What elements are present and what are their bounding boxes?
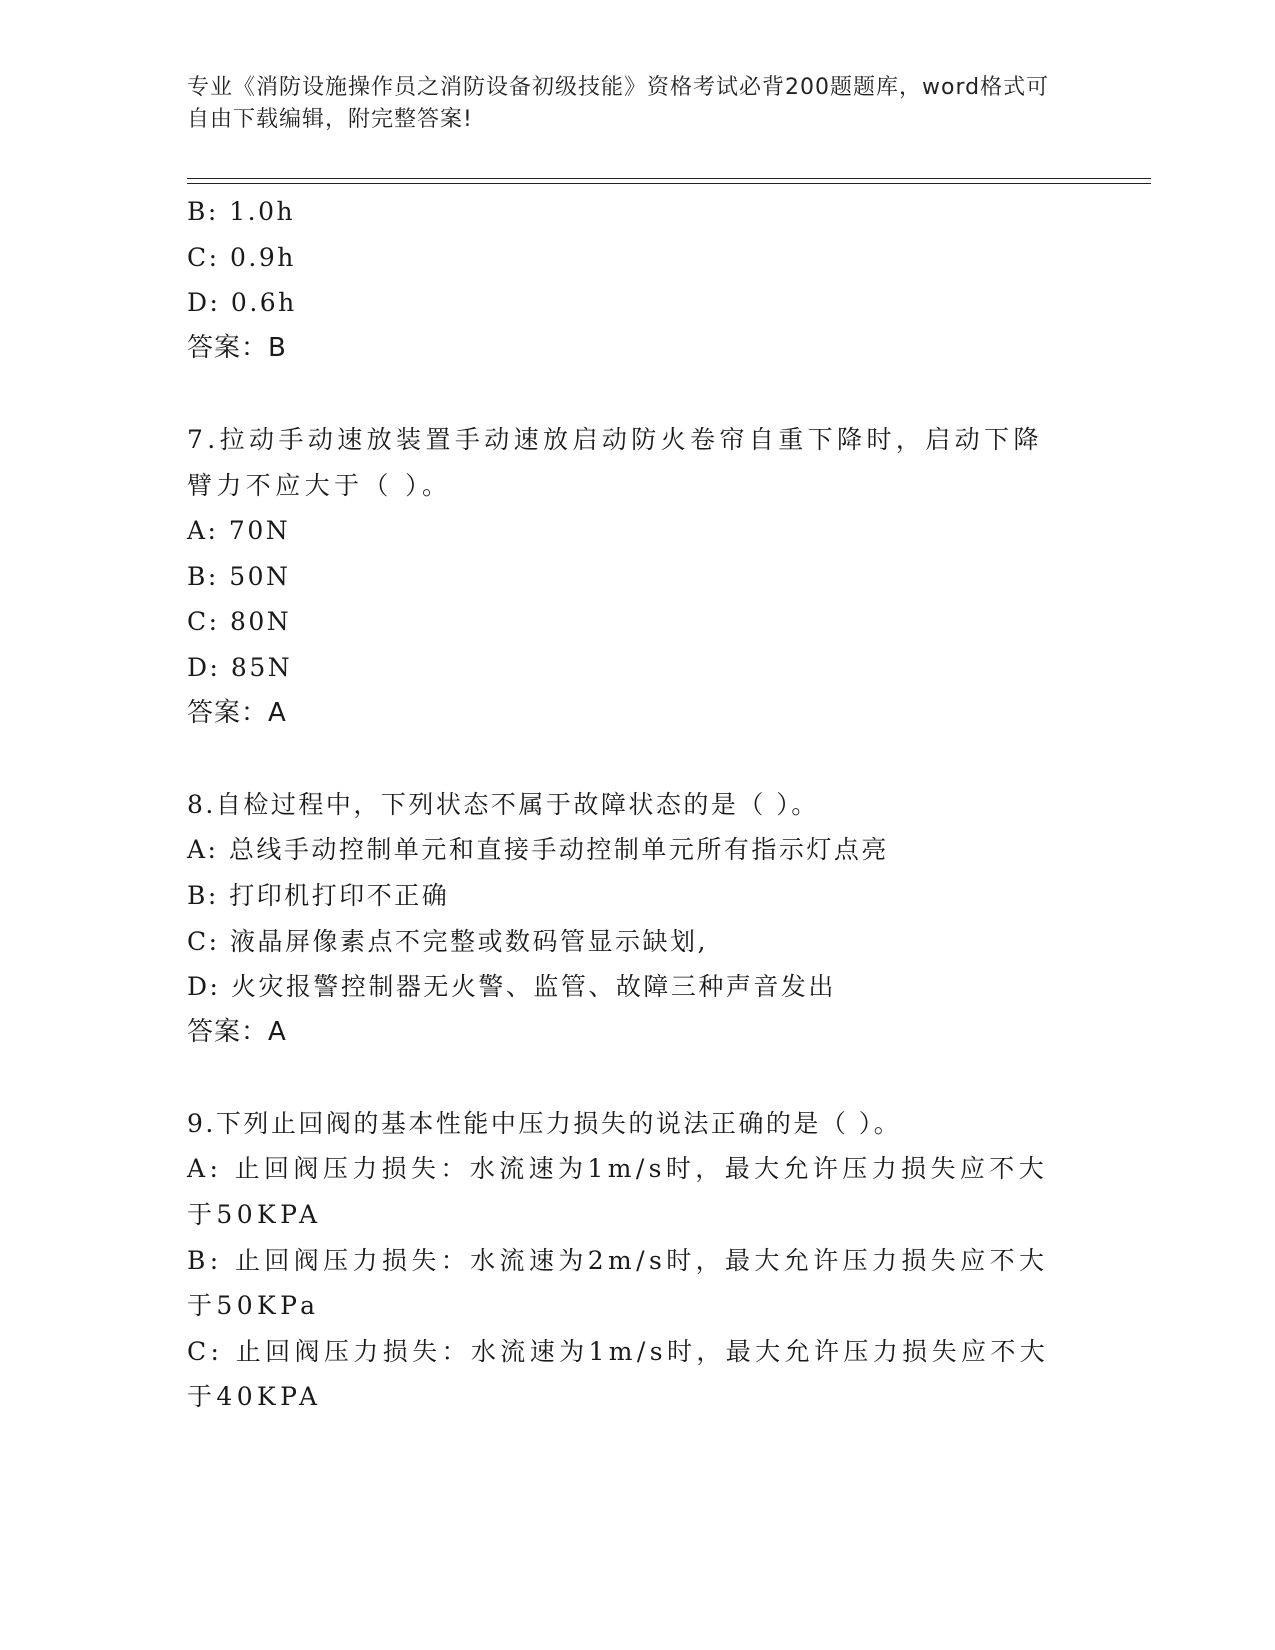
document-header: 专业《消防设施操作员之消防设备初级技能》资格考试必背200题题库，word格式可自由下载编辑，附完整答案! — [187, 75, 1050, 132]
answer-label: 答案：B — [187, 332, 287, 363]
question-text: 7.拉动手动速放装置手动速放启动防火卷帘自重下降时，启动下降臂力不应大于（ ）。 — [187, 424, 1043, 500]
option-c: C: 止回阀压力损失：水流速为1m/s时，最大允许压力损失应不大于40KPA — [187, 1336, 1050, 1412]
option-d: D: 0.6h — [187, 288, 297, 318]
question-7 — [187, 417, 1067, 736]
question-8 — [187, 782, 1067, 1056]
question-9 — [187, 1101, 1067, 1420]
question-text: 8.自检过程中，下列状态不属于故障状态的是（ ）。 — [187, 789, 819, 819]
spacer — [187, 1055, 1067, 1101]
answer-label: 答案：A — [187, 697, 287, 728]
spacer — [187, 371, 1067, 417]
option-a: A: 止回阀压力损失：水流速为1m/s时，最大允许压力损失应不大于50KPA — [187, 1154, 1049, 1230]
option-b: B: 50N — [187, 561, 291, 591]
option-c: C: 0.9h — [187, 242, 296, 272]
option-b: B: 止回阀压力损失：水流速为2m/s时，最大允许压力损失应不大于50KPa — [187, 1245, 1049, 1321]
option-b: B: 1.0h — [187, 197, 296, 226]
spacer — [187, 736, 1067, 782]
option-c: C: 液晶屏像素点不完整或数码管显示缺划, — [187, 926, 708, 956]
question-text: 9.下列止回阀的基本性能中压力损失的说法正确的是（ ）。 — [187, 1108, 902, 1138]
question-6-remainder — [187, 189, 1067, 371]
question-list — [187, 189, 1067, 1420]
option-a: A: 70N — [187, 516, 291, 546]
answer-label: 答案：A — [187, 1016, 287, 1047]
option-d: D: 火灾报警控制器无火警、监管、故障三种声音发出 — [187, 972, 836, 1002]
header-divider-top — [187, 178, 1151, 179]
option-d: D: 85N — [187, 652, 293, 682]
option-b: B: 打印机打印不正确 — [187, 880, 450, 910]
header-divider-bottom — [187, 183, 1151, 184]
option-a: A: 总线手动控制单元和直接手动控制单元所有指示灯点亮 — [187, 835, 889, 865]
option-c: C: 80N — [187, 607, 292, 637]
